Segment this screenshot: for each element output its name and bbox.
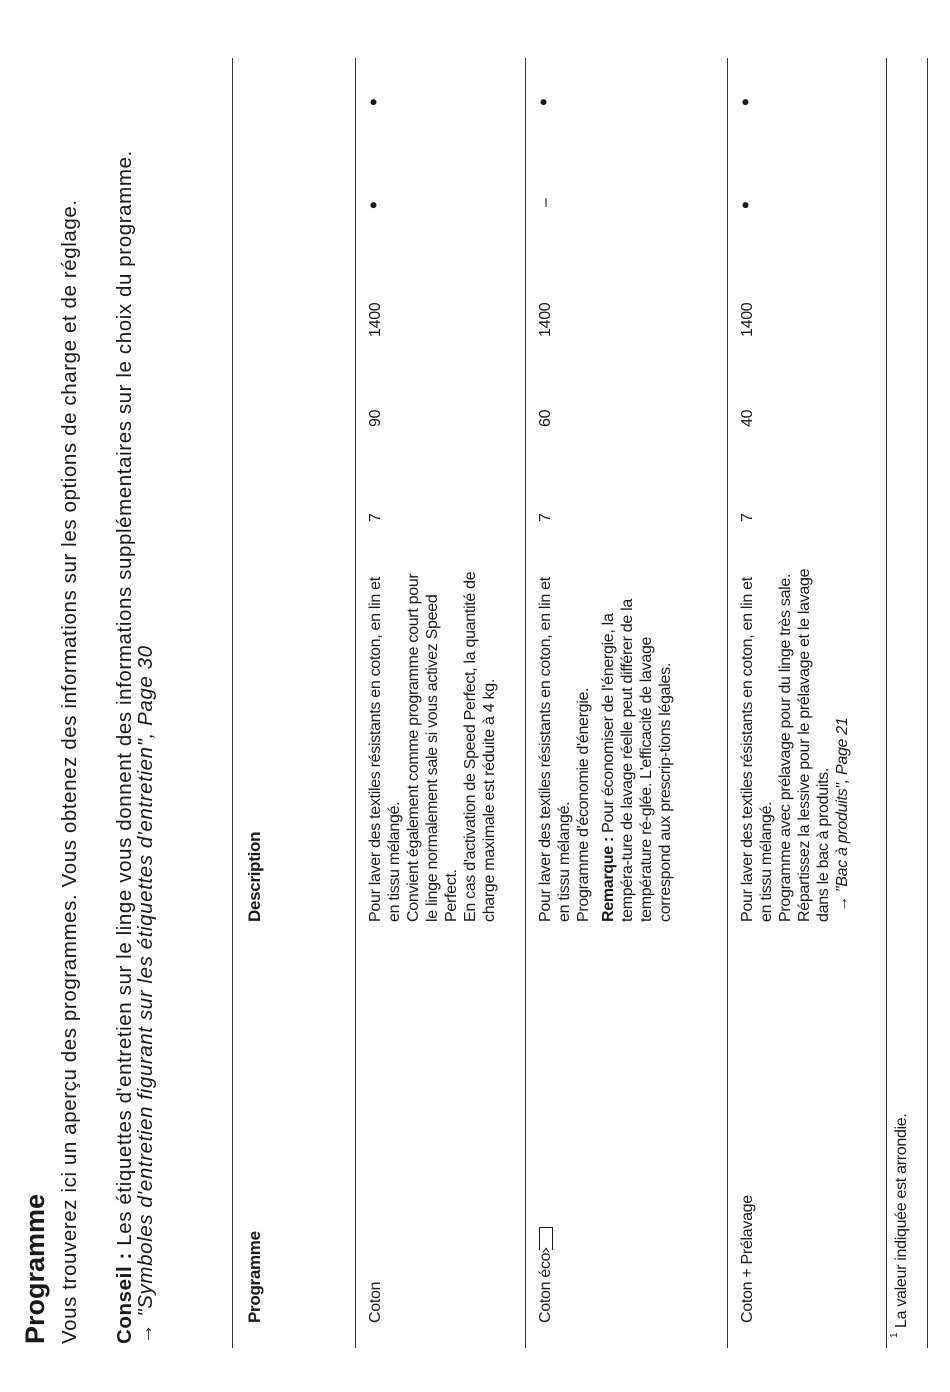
row-1-desc-line-3: En cas d'activation de Speed Perfect, la quantité de charge maximale est réduite à 4 kg. [462, 571, 498, 922]
row-1-spin: 1400 [367, 302, 384, 337]
row-2-note-label: Remarque : [600, 836, 617, 922]
row-3-description [738, 562, 852, 922]
table-header-rule [355, 58, 356, 1348]
row-1-programme: Coton [367, 1281, 384, 1323]
row-3-option-1: • [733, 201, 758, 209]
intro-text: Vous trouverez ici un aperçu des programmes. Vous obtenez des informations sur les options de charge et de réglage. [58, 199, 81, 1344]
row-3-desc-line-3: Répartissez la lessive pour le prélavage et le lavage dans le bac à produits. [796, 568, 832, 922]
row-2-temperature: 60 [537, 409, 554, 427]
row-1-description [366, 562, 499, 922]
row-1-desc-line-2: Convient également comme programme court pour le linge normalement sale si vous activez Speed Perfect. [405, 573, 460, 922]
row-2-note [599, 562, 675, 922]
row-3-programme: Coton + Prélavage [739, 1195, 756, 1323]
header-programme: Programme [245, 1231, 264, 1323]
table-bottom-rule [886, 58, 887, 1348]
row-divider-2 [727, 58, 728, 1348]
row-1-option-1: • [361, 201, 386, 209]
row-2-spin: 1400 [537, 302, 554, 337]
tip-paragraph [114, 54, 156, 1344]
row-2-desc-line-1: Pour laver des textiles résistants en coton, en lin et en tissu mélangé. [537, 577, 573, 922]
row-3-spin: 1400 [739, 302, 756, 337]
row-2-option-2: • [531, 98, 556, 106]
footnote-text: La valeur indiquée est arrondie. [893, 1113, 910, 1328]
table-top-rule [232, 58, 233, 1348]
row-2-description [536, 562, 675, 922]
tip-reference-link[interactable]: → "Symboles d'entretien figurant sur les étiquettes d'entretien", Page 30 [134, 645, 157, 1344]
row-3-charge: 7 [739, 513, 756, 522]
header-description: Description [245, 831, 264, 922]
row-1-charge: 7 [367, 513, 384, 522]
row-divider-1 [525, 58, 526, 1348]
footnote-mark: 1 [889, 1332, 900, 1338]
row-3-option-2: • [733, 98, 758, 106]
row-1-temperature: 90 [367, 409, 384, 427]
tip-label: Conseil : [113, 1252, 136, 1344]
row-3-desc-line-2: Programme avec prélavage pour du linge très sale. [777, 573, 794, 922]
row-2-desc-line-2: Programme d'économie d'énergie. [575, 687, 592, 922]
footnote [889, 1113, 911, 1338]
row-2-option-1: – [537, 198, 554, 207]
page-title: Programme [20, 1193, 50, 1344]
row-1-desc-line-1: Pour laver des textiles résistants en coton, en lin et en tissu mélangé. [367, 577, 403, 922]
row-2-programme [536, 1227, 555, 1323]
row-3-temperature: 40 [739, 409, 756, 427]
tip-text: Les étiquettes d'entretien sur le linge vous donnent des informations supplémentaires sur le choix du programme. [113, 150, 136, 1253]
row-2-charge: 7 [537, 513, 554, 522]
row-2-programme-label: Coton éco [537, 1252, 554, 1323]
row-3-reference-link[interactable]: → "Bac à produits", Page 21 [834, 717, 851, 912]
row-2-note-text: Pour économiser de l'énergie, la tempéra-ture de lavage réelle peut différer de la température ré-glée. L'efficacité de lavage correspond aux prescrip-tions légales. [600, 599, 674, 922]
row-1-option-2: • [361, 98, 386, 106]
row-3-desc-line-1: Pour laver des textiles résistants en coton, en lin et en tissu mélangé. [739, 577, 775, 922]
eco-icon [539, 1227, 553, 1250]
table-end-rule [927, 58, 928, 1348]
